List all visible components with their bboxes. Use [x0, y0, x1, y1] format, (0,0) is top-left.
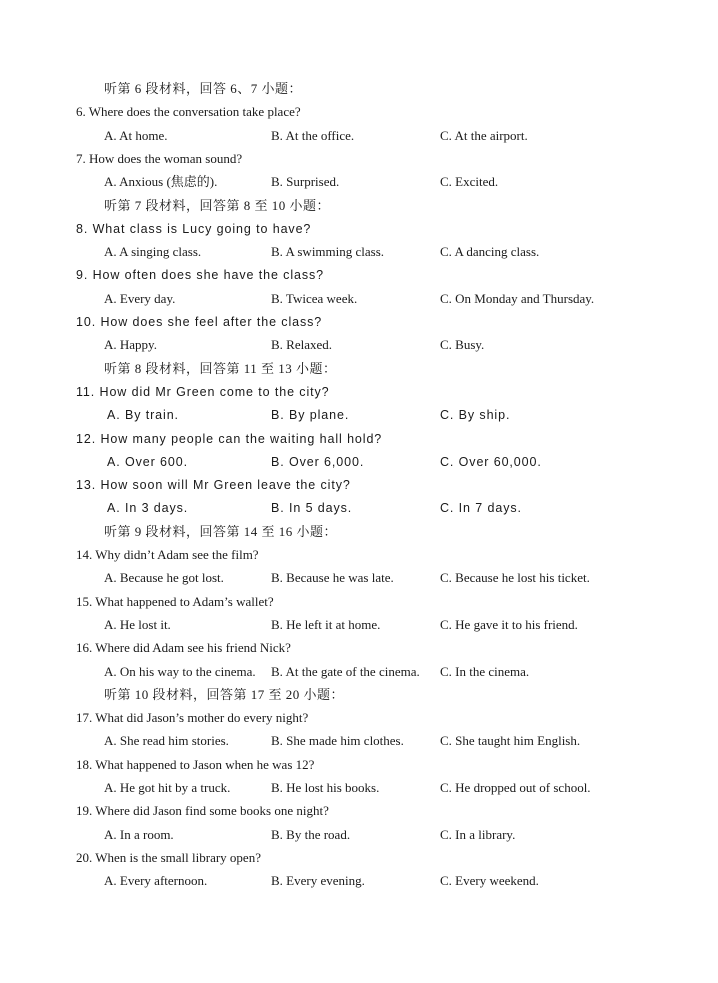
option-b: B. At the office.: [271, 127, 355, 143]
option-c: C. Over 60,000.: [440, 454, 542, 469]
option-row: [0, 825, 718, 845]
option-row: [0, 405, 718, 425]
option-row: [0, 731, 718, 751]
option-b: B. Relaxed.: [271, 337, 333, 353]
option-row: [0, 242, 718, 262]
option-a: A. Every day.: [104, 290, 176, 306]
option-a: A. Every afternoon.: [104, 873, 208, 889]
option-c: C. In the cinema.: [440, 663, 530, 679]
question-text: 19. Where did Jason find some books one night?: [76, 803, 329, 819]
option-b: B. Every evening.: [271, 873, 365, 889]
question-text: 11. How did Mr Green come to the city?: [76, 384, 330, 399]
option-row: [0, 615, 718, 635]
option-row: [0, 452, 718, 472]
option-row: [0, 871, 718, 891]
option-a: A. By train.: [107, 408, 179, 423]
option-a: A. In a room.: [104, 826, 174, 842]
question-text: 18. What happened to Jason when he was 12?: [76, 756, 315, 772]
option-a: A. She read him stories.: [104, 733, 229, 749]
question-text: 17. What did Jason’s mother do every night?: [76, 710, 309, 726]
option-row: [0, 335, 718, 355]
option-a: A. A singing class.: [104, 244, 202, 260]
option-c: C. He dropped out of school.: [440, 780, 591, 795]
option-row: [0, 126, 718, 146]
option-c: C. Because he lost his ticket.: [440, 570, 590, 586]
option-row: [0, 172, 718, 192]
option-c: C. Busy.: [440, 337, 485, 353]
option-a: A. In 3 days.: [107, 501, 189, 516]
question-text: 20. When is the small library open?: [76, 849, 261, 865]
option-b: B. By plane.: [271, 408, 350, 423]
option-b: B. Surprised.: [271, 174, 340, 190]
question-text: 16. Where did Adam see his friend Nick?: [76, 640, 291, 656]
question-text: 9. How often does she have the class?: [76, 268, 325, 283]
option-c: C. A dancing class.: [440, 244, 540, 260]
option-b: B. He lost his books.: [271, 780, 380, 795]
question-text: 14. Why didn’t Adam see the film?: [76, 547, 259, 562]
section-header: 听第 8 段材料，回答第 11 至 13 小题：: [104, 360, 337, 376]
option-b: B. In 5 days.: [271, 501, 353, 516]
option-c: C. She taught him English.: [440, 733, 581, 749]
option-a: A. Anxious (焦虑的).: [104, 174, 218, 190]
section-header: 听第 7 段材料，回答第 8 至 10 小题：: [104, 197, 331, 213]
question-text: 7. How does the woman sound?: [76, 150, 243, 166]
section-header: 听第 9 段材料，回答第 14 至 16 小题：: [104, 523, 338, 539]
section-header: 听第 10 段材料，回答第 17 至 20 小题：: [104, 686, 345, 702]
option-c: C. On Monday and Thursday.: [440, 290, 595, 306]
option-a: A. On his way to the cinema.: [104, 663, 256, 679]
option-c: C. He gave it to his friend.: [440, 616, 578, 632]
option-a: A. Happy.: [104, 337, 157, 353]
question-text: 6. Where does the conversation take place?: [76, 104, 301, 120]
option-b: B. By the road.: [271, 826, 351, 842]
option-a: A. He lost it.: [104, 616, 171, 632]
option-c: C. At the airport.: [440, 127, 528, 143]
option-c: C. In 7 days.: [440, 501, 522, 516]
option-row: [0, 289, 718, 309]
option-c: C. Excited.: [440, 174, 499, 190]
option-b: B. He left it at home.: [271, 616, 381, 632]
option-b: B. She made him clothes.: [271, 733, 404, 749]
option-b: B. Over 6,000.: [271, 454, 365, 469]
option-row: [0, 498, 718, 518]
option-b: B. A swimming class.: [271, 244, 385, 260]
option-c: C. By ship.: [440, 408, 511, 423]
option-c: C. Every weekend.: [440, 873, 539, 889]
option-a: A. Because he got lost.: [104, 570, 224, 586]
option-b: B. Twicea week.: [271, 290, 358, 306]
question-text: 13. How soon will Mr Green leave the city?: [76, 478, 351, 493]
question-text: 10. How does she feel after the class?: [76, 315, 323, 329]
question-text: 15. What happened to Adam’s wallet?: [76, 593, 274, 609]
option-row: [0, 778, 718, 798]
option-a: A. Over 600.: [107, 454, 188, 469]
option-a: A. He got hit by a truck.: [104, 780, 231, 795]
section-header: 听第 6 段材料，回答 6、7 小题：: [104, 81, 303, 96]
option-a: A. At home.: [104, 127, 168, 143]
option-b: B. Because he was late.: [271, 570, 394, 586]
question-text: 8. What class is Lucy going to have?: [76, 221, 312, 236]
option-row: [0, 568, 718, 588]
option-b: B. At the gate of the cinema.: [271, 663, 420, 679]
question-text: 12. How many people can the waiting hall hold?: [76, 431, 383, 446]
option-c: C. In a library.: [440, 826, 516, 842]
option-row: [0, 662, 718, 682]
